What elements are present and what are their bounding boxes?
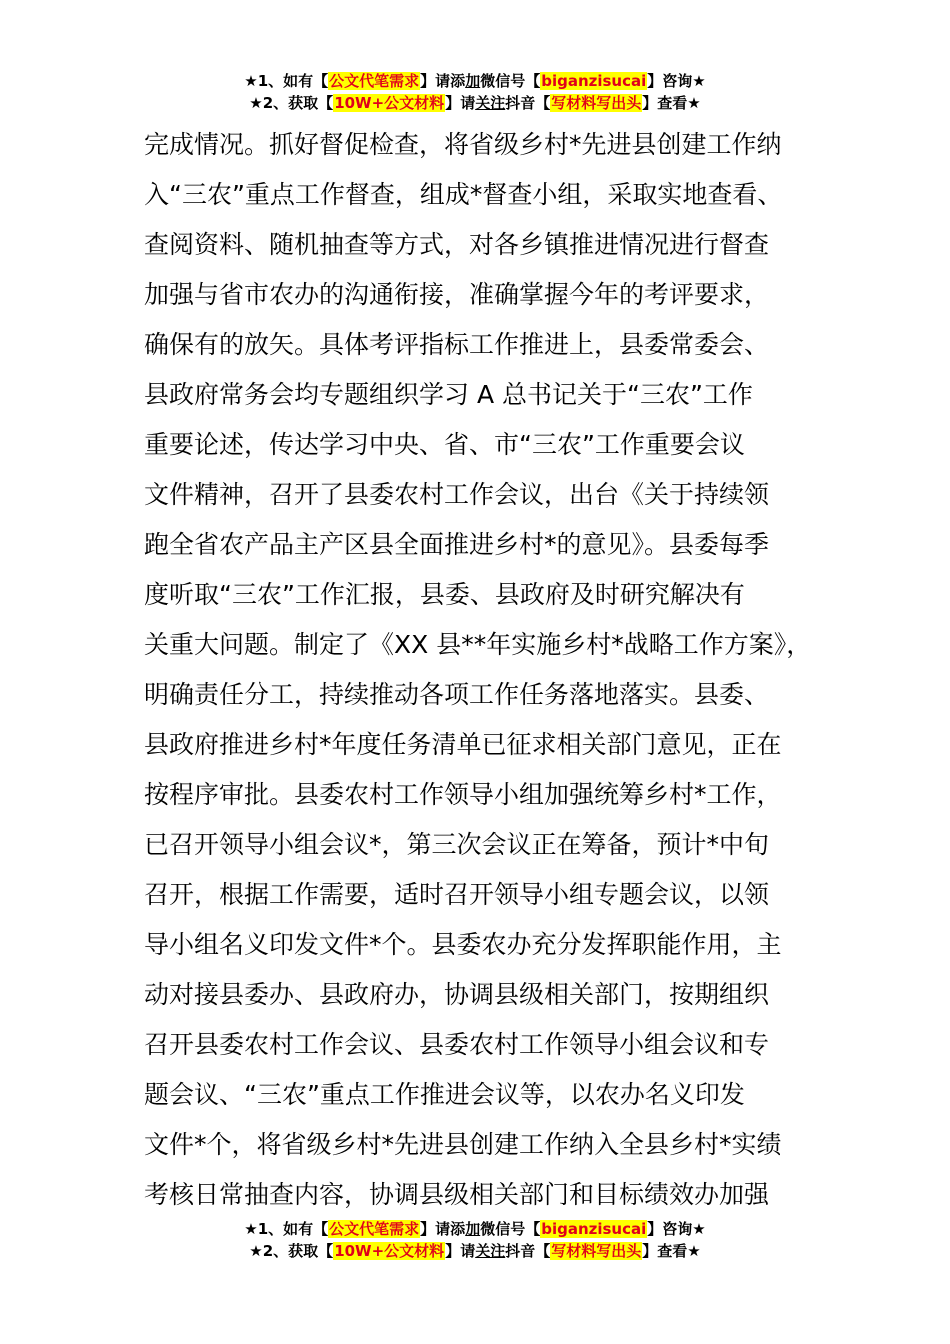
banner-text: 】请添 (420, 1220, 466, 1238)
banner-text: 抖音【 (505, 1242, 551, 1260)
banner-text: ★1、如有【 (244, 1220, 329, 1238)
banner-text: 】咨询★ (647, 72, 706, 90)
banner-text: ★2、获取【 (249, 94, 334, 112)
body-line: 考核日常抽查内容，协调县级相关部门和目标绩效办加强 (144, 1180, 770, 1209)
highlight-tag: 公文代笔需求 (329, 1220, 420, 1238)
body-line: 召开县委农村工作会议、县委农村工作领导小组会议和专 (144, 1030, 770, 1059)
body-line: 导小组名义印发文件*个。县委农办充分发挥职能作用，主 (144, 930, 782, 959)
body-line: 县政府常务会均专题组织学习 A 总书记关于“三农”工作 (144, 380, 753, 409)
highlight-tag: 公文代笔需求 (329, 72, 420, 90)
banner-text-underlined: 加 (465, 72, 481, 90)
body-line: 已召开领导小组会议*，第三次会议正在筹备，预计*中旬 (144, 830, 770, 859)
document-body (144, 120, 844, 1220)
body-line: 度听取“三农”工作汇报，县委、县政府及时研究解决有 (144, 580, 745, 609)
banner-line-2 (0, 92, 950, 114)
highlight-tag: biganzisucai (541, 72, 647, 90)
banner-text: ★1、如有【 (244, 72, 329, 90)
body-line: 召开，根据工作需要，适时召开领导小组专题会议，以领 (144, 880, 770, 909)
banner-line-2 (0, 1240, 950, 1262)
banner-text: 】咨询★ (647, 1220, 706, 1238)
body-line: 县政府推进乡村*年度任务清单已征求相关部门意见，正在 (144, 730, 782, 759)
banner-text-underlined: 关注 (475, 1242, 506, 1260)
banner-text: 微信号【 (480, 1220, 541, 1238)
banner-text: ★2、获取【 (249, 1242, 334, 1260)
banner-line-1 (0, 70, 950, 92)
body-line: 跑全省农产品主产区县全面推进乡村*的意见》。县委每季 (144, 530, 770, 559)
body-line: 确保有的放矢。具体考评指标工作推进上，县委常委会、 (144, 330, 770, 359)
banner-text: 】请 (445, 1242, 476, 1260)
highlight-tag: 写材料写出头 (551, 1242, 642, 1260)
banner-text: 】查看★ (642, 1242, 701, 1260)
body-line: 重要论述，传达学习中央、省、市“三农”工作重要会议 (144, 430, 745, 459)
banner-text-underlined: 加 (465, 1220, 481, 1238)
body-line: 题会议、“三农”重点工作推进会议等，以农办名义印发 (144, 1080, 745, 1109)
highlight-tag: 10W+公文材料 (334, 94, 445, 112)
highlight-tag: biganzisucai (541, 1220, 647, 1238)
body-line: 查阅资料、随机抽查等方式，对各乡镇推进情况进行督查 (144, 230, 770, 259)
highlight-tag: 10W+公文材料 (334, 1242, 445, 1260)
body-line: 按程序审批。县委农村工作领导小组加强统筹乡村*工作， (144, 780, 782, 809)
banner-text: 】请添 (420, 72, 466, 90)
footer-banner (0, 1218, 950, 1262)
body-line: 动对接县委办、县政府办，协调县级相关部门，按期组织 (144, 980, 770, 1009)
banner-line-1 (0, 1218, 950, 1240)
highlight-tag: 写材料写出头 (551, 94, 642, 112)
banner-text-underlined: 关注 (475, 94, 506, 112)
body-line: 关重大问题。制定了《XX 县**年实施乡村*战略工作方案》， (144, 630, 812, 659)
body-line: 入“三农”重点工作督查，组成*督查小组，采取实地查看、 (144, 180, 783, 209)
body-line: 完成情况。抓好督促检查，将省级乡村*先进县创建工作纳 (144, 130, 782, 159)
body-line: 文件*个，将省级乡村*先进县创建工作纳入全县乡村*实绩 (144, 1130, 782, 1159)
banner-text: 】请 (445, 94, 476, 112)
header-banner (0, 70, 950, 114)
banner-text: 微信号【 (480, 72, 541, 90)
body-line: 加强与省市农办的沟通衔接，准确掌握今年的考评要求， (144, 280, 770, 309)
body-line: 明确责任分工，持续推动各项工作任务落地落实。县委、 (144, 680, 770, 709)
banner-text: 抖音【 (505, 94, 551, 112)
body-line: 文件精神，召开了县委农村工作会议，出台《关于持续领 (144, 480, 770, 509)
banner-text: 】查看★ (642, 94, 701, 112)
